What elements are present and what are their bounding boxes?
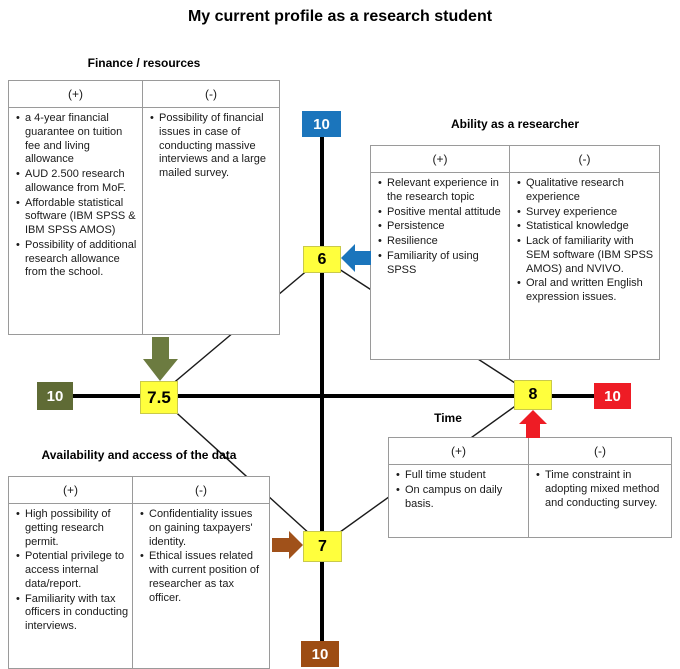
list-item: • Familiarity with tax officers in conducting interviews. bbox=[16, 593, 129, 634]
time-minus-list bbox=[529, 465, 671, 537]
list-item: • Oral and written English expression issues. bbox=[517, 277, 656, 305]
ability-plus-list bbox=[371, 173, 510, 359]
ability-table-title: Ability as a researcher bbox=[450, 117, 580, 131]
ability-plus-header: (+) bbox=[371, 146, 510, 173]
list-item: • On campus on daily basis. bbox=[396, 484, 525, 512]
finance-minus-list bbox=[143, 108, 279, 334]
list-item: • Confidentiality issues on gaining taxpayers' identity. bbox=[140, 508, 266, 549]
finance-minus-header: (-) bbox=[143, 81, 279, 108]
list-item: • Lack of familiarity with SEM software (IBM SPSS AMOS) and NVIVO. bbox=[517, 235, 656, 276]
list-item: • Persistence bbox=[378, 220, 506, 234]
bottom-axis-score-box: 7 bbox=[303, 531, 342, 562]
list-item: • Potential privilege to access internal data/report. bbox=[16, 550, 129, 591]
availability-plus-header: (+) bbox=[9, 477, 133, 504]
availability-plus-list bbox=[9, 504, 133, 668]
list-item: • Possibility of additional research allowance from the school. bbox=[16, 239, 139, 280]
finance-table-title: Finance / resources bbox=[87, 56, 201, 70]
left-axis-max-box: 10 bbox=[37, 382, 73, 410]
time-table-title: Time bbox=[434, 411, 462, 425]
left-axis-score-box: 7.5 bbox=[140, 381, 178, 414]
time-table bbox=[388, 437, 672, 538]
bottom-axis-max-box: 10 bbox=[301, 641, 339, 667]
finance-plus-header: (+) bbox=[9, 81, 143, 108]
finance-table bbox=[8, 80, 280, 335]
time-plus-list bbox=[389, 465, 529, 537]
list-item: • Relevant experience in the research topic bbox=[378, 177, 506, 205]
time-minus-header: (-) bbox=[529, 438, 671, 465]
ability-minus-list bbox=[510, 173, 659, 359]
list-item: • Positive mental attitude bbox=[378, 206, 506, 220]
right-axis-max-box: 10 bbox=[594, 383, 631, 409]
availability-table bbox=[8, 476, 270, 669]
availability-minus-header: (-) bbox=[133, 477, 269, 504]
list-item: • Statistical knowledge bbox=[517, 220, 656, 234]
right-axis-score-box: 8 bbox=[514, 380, 552, 410]
list-item: • a 4-year financial guarantee on tuition fee and living allowance bbox=[16, 112, 139, 167]
list-item: • Ethical issues related with current position of researcher as tax officer. bbox=[140, 550, 266, 605]
top-axis-max-box: 10 bbox=[302, 111, 341, 137]
list-item: • Affordable statistical software (IBM SPSS & IBM SPSS AMOS) bbox=[16, 197, 139, 238]
top-axis-score-box: 6 bbox=[303, 246, 341, 273]
finance-plus-list bbox=[9, 108, 143, 334]
ability-table bbox=[370, 145, 660, 360]
list-item: • Resilience bbox=[378, 235, 506, 249]
availability-table-title: Availability and access of the data bbox=[41, 448, 237, 462]
list-item: • Survey experience bbox=[517, 206, 656, 220]
list-item: • Time constraint in adopting mixed method and conducting survey. bbox=[536, 469, 668, 510]
list-item: • Full time student bbox=[396, 469, 525, 483]
availability-minus-list bbox=[133, 504, 269, 668]
list-item: • Familiarity of using SPSS bbox=[378, 250, 506, 278]
time-plus-header: (+) bbox=[389, 438, 529, 465]
list-item: • High possibility of getting research permit. bbox=[16, 508, 129, 549]
list-item: • Possibility of financial issues in case of conducting massive interviews and a large mailed survey. bbox=[150, 112, 276, 181]
page-title: My current profile as a research student bbox=[187, 8, 493, 25]
list-item: • AUD 2.500 research allowance from MoF. bbox=[16, 168, 139, 196]
ability-minus-header: (-) bbox=[510, 146, 659, 173]
list-item: • Qualitative research experience bbox=[517, 177, 656, 205]
